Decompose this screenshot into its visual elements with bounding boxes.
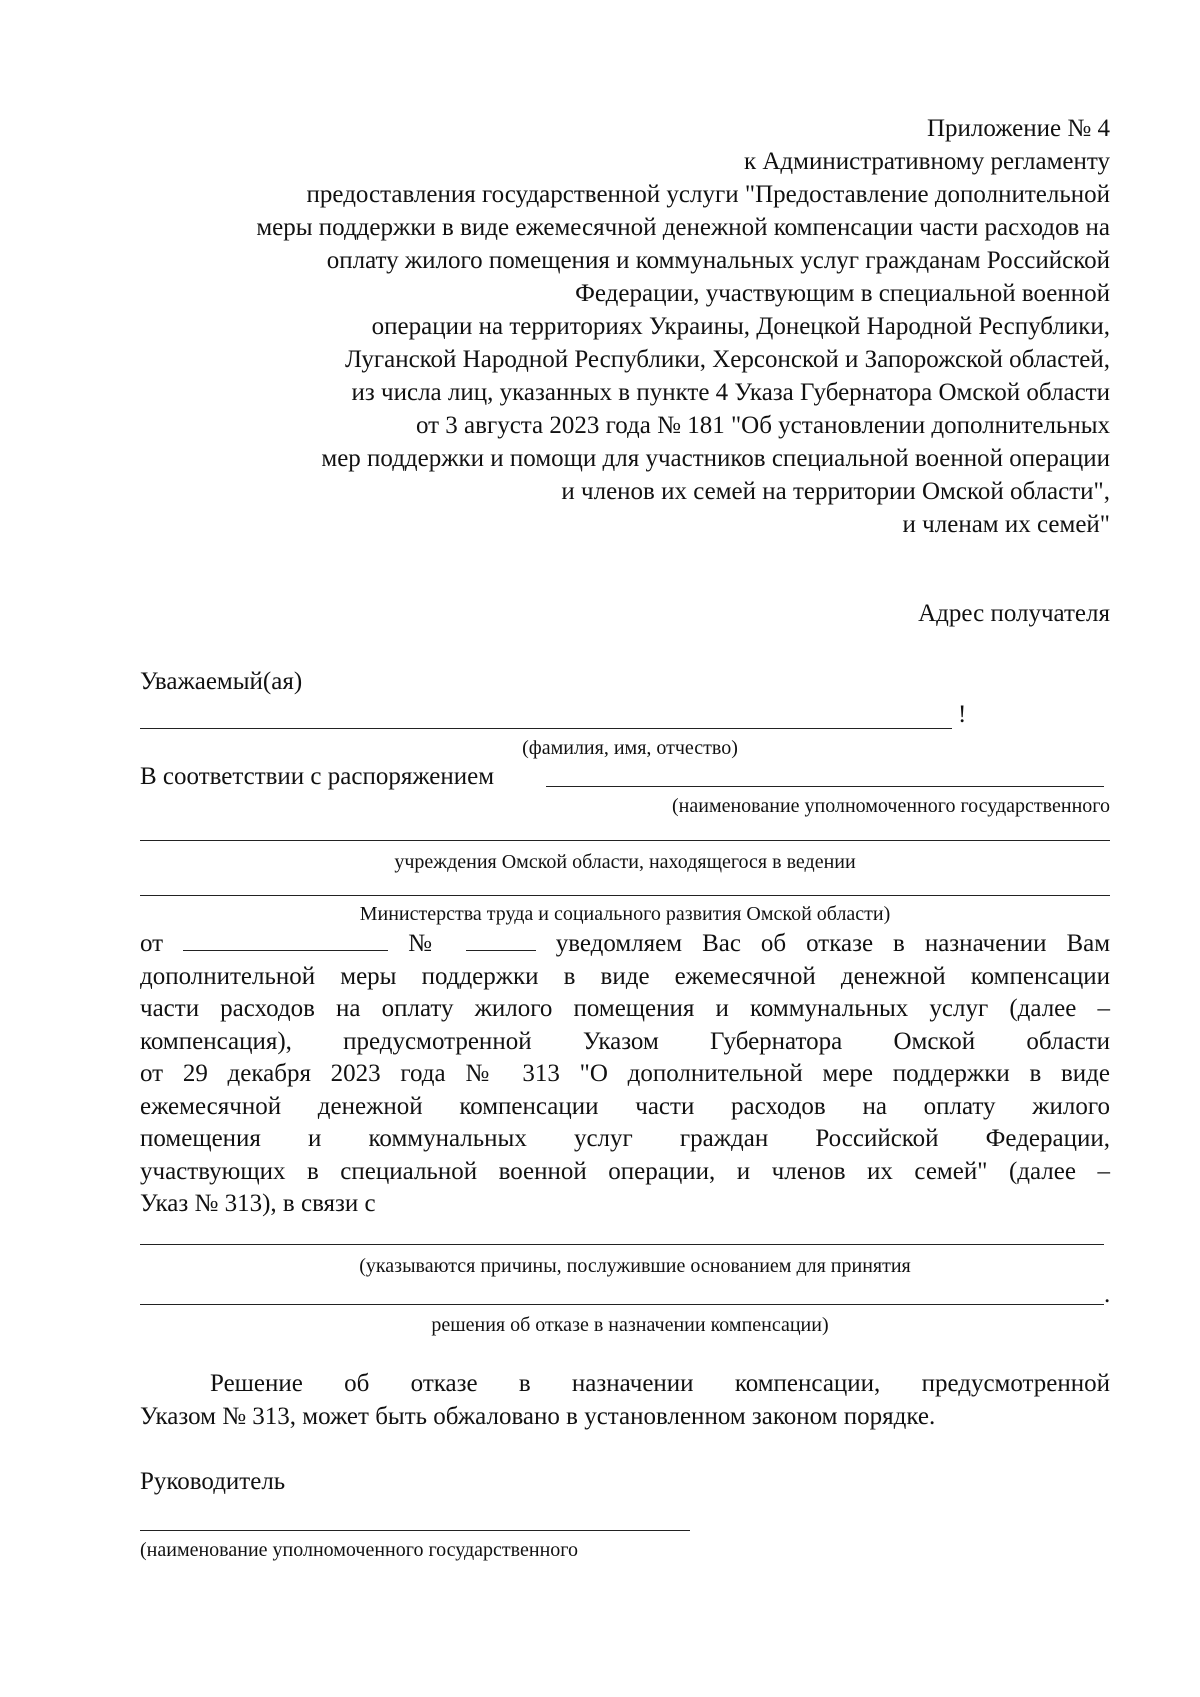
- reason-line-1: [140, 1244, 1104, 1245]
- date-blank: [183, 928, 388, 951]
- body-line: части расходов на оплату жилого помещения и коммунальных услуг (далее –: [140, 995, 1110, 1022]
- header-line: и членов их семей на территории Омской области",: [561, 478, 1110, 505]
- signer-label: Руководитель: [140, 1468, 286, 1495]
- org-caption-2: учреждения Омской области, находящегося в ведении: [394, 851, 856, 873]
- reason-caption-2: решения об отказе в назначении компенсации): [431, 1314, 829, 1336]
- header-line: из числа лиц, указанных в пункте 4 Указа Губернатора Омской области: [351, 379, 1110, 406]
- body-line: помещения и коммунальных услуг граждан Российской Федерации,: [140, 1125, 1110, 1152]
- order-prefix: В соответствии с распоряжением: [140, 763, 495, 790]
- org-caption-1: (наименование уполномоченного государственного: [672, 795, 1110, 817]
- reason-caption-1: (указываются причины, послужившие основанием для принятия: [359, 1255, 911, 1277]
- greeting-exclamation: !: [958, 701, 967, 728]
- org-line-1: [140, 840, 1110, 841]
- body-first-line: [140, 928, 1110, 961]
- name-caption: (фамилия, имя, отчество): [522, 737, 738, 759]
- body-line: компенсация), предусмотренной Указом Губернатора Омской области: [140, 1027, 1110, 1055]
- notice-body: [140, 928, 1110, 1221]
- org-caption-3: Министерства труда и социального развития Омской области): [359, 903, 891, 925]
- order-line: [546, 786, 1104, 787]
- appeal-paragraph: [140, 1368, 1110, 1433]
- header-line: от 3 августа 2023 года № 181 "Об установлении дополнительных: [415, 412, 1110, 439]
- body-last-line: Указ № 313), в связи с: [140, 1190, 376, 1217]
- greeting: Уважаемый(ая): [140, 668, 303, 695]
- appeal-line-1: Решение об отказе в назначении компенсации, предусмотренной: [210, 1370, 1110, 1397]
- header-line: и членам их семей": [902, 511, 1110, 538]
- body-line: от 29 декабря 2023 года № 313 "О дополнительной мере поддержки в виде: [140, 1060, 1110, 1087]
- header-line: Федерации, участвующим в специальной военной: [575, 280, 1110, 307]
- reason-line-2: [140, 1304, 1104, 1305]
- number-blank: [466, 928, 536, 951]
- header-line: предоставления государственной услуги "Предоставление дополнительной: [306, 181, 1110, 208]
- appendix-header: [110, 112, 1110, 541]
- header-line: меры поддержки в виде ежемесячной денежной компенсации части расходов на: [256, 214, 1110, 241]
- appeal-line-2: Указом № 313, может быть обжаловано в установленном законом порядке.: [140, 1402, 936, 1430]
- body-line: дополнительной меры поддержки в виде ежемесячной денежной компенсации: [140, 962, 1110, 990]
- header-line: к Административному регламенту: [743, 148, 1110, 175]
- body-first-line-text: уведомляем Вас об отказе в назначении Вам: [555, 930, 1111, 957]
- body-line: ежемесячной денежной компенсации части расходов на оплату жилого: [140, 1092, 1110, 1120]
- org-line-2: [140, 895, 1110, 896]
- header-line: Луганской Народной Республики, Херсонской и Запорожской областей,: [345, 346, 1110, 373]
- name-line: [140, 728, 952, 729]
- from-label: от: [140, 930, 164, 957]
- recipient-address-label: Адрес получателя: [918, 600, 1110, 627]
- header-line: операции на территориях Украины, Донецкой Народной Республики,: [371, 313, 1110, 340]
- header-line: Приложение № 4: [926, 115, 1110, 142]
- signer-caption: (наименование уполномоченного государственного: [140, 1539, 578, 1561]
- body-line: участвующих в специальной военной операции, и членов их семей" (далее –: [140, 1157, 1110, 1185]
- header-line: оплату жилого помещения и коммунальных услуг гражданам Российской: [326, 247, 1110, 274]
- reason-period: .: [1104, 1281, 1111, 1308]
- signer-line: [140, 1530, 690, 1531]
- number-sign: №: [408, 930, 446, 957]
- header-line: мер поддержки и помощи для участников специальной военной операции: [321, 445, 1110, 472]
